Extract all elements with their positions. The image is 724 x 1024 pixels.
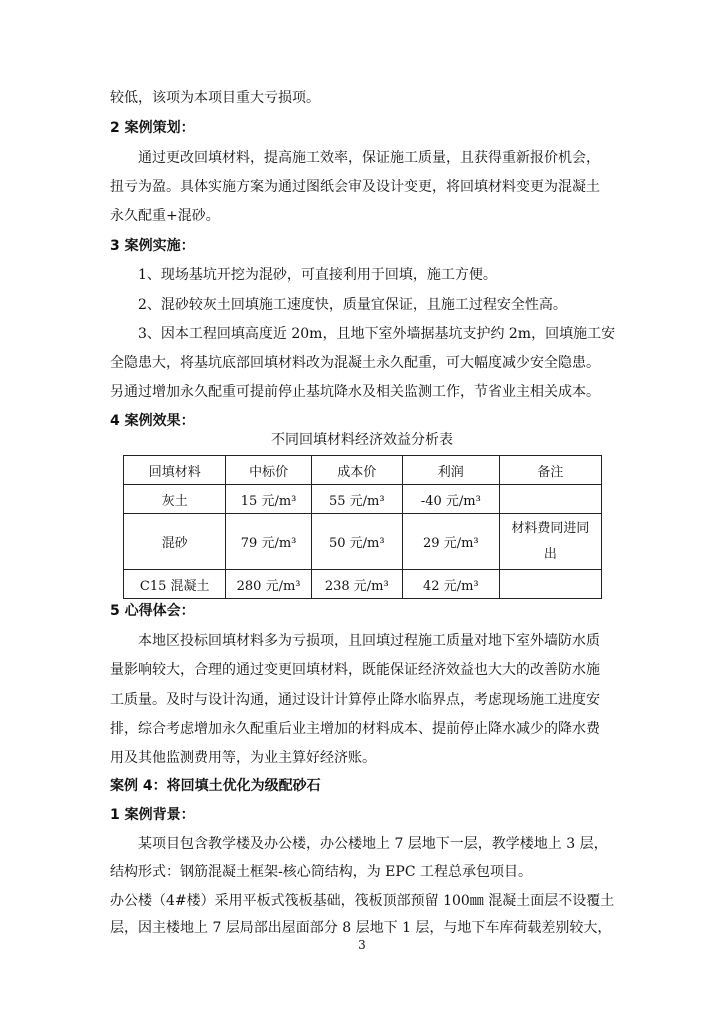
table-row: [124, 485, 602, 514]
page-number: 3: [358, 938, 366, 952]
table-cell: -40 元/m³: [402, 485, 499, 514]
economics-table: [123, 455, 602, 599]
table-cell: 15 元/m³: [226, 485, 311, 514]
case-heading: 案例 4：将回填土优化为级配砂石: [110, 778, 321, 794]
paragraph-line: 另通过增加永久配重可提前停止基坑降水及相关监测工作，节省业主相关成本。: [110, 384, 600, 400]
paragraph-line: 1、现场基坑开挖为混砂，可直接利用于回填，施工方便。: [138, 267, 497, 283]
table-cell: 29 元/m³: [402, 514, 499, 570]
table-cell: 79 元/m³: [226, 514, 311, 570]
table-header-cell: 中标价: [226, 456, 311, 485]
section-heading-4: 4 案例效果：: [110, 413, 195, 429]
section-heading-3: 3 案例实施：: [110, 238, 195, 254]
paragraph-line: 扭亏为盈。具体实施方案为通过图纸会审及设计变更，将回填材料变更为混凝土: [110, 179, 600, 195]
table-cell-remark: 材料费同进同出: [499, 514, 601, 570]
table-cell: 42 元/m³: [402, 570, 499, 599]
table-header-cell: 利润: [402, 456, 499, 485]
table-header-row: [124, 456, 602, 485]
table-row: [124, 570, 602, 599]
paragraph-line: 永久配重+混砂。: [110, 208, 220, 224]
section-heading-2: 2 案例策划：: [110, 120, 195, 136]
table-header-cell: 回填材料: [124, 456, 226, 485]
paragraph-line: 3、因本工程回填高度近 20m，且地下室外墙据基坑支护约 2m，回填施工安: [138, 326, 616, 342]
table-cell: [499, 570, 601, 599]
table-caption: 不同回填材料经济效益分析表: [271, 432, 453, 448]
table-header-cell: 成本价: [311, 456, 402, 485]
paragraph-line: 排，综合考虑增加永久配重后业主增加的材料成本、提前停止降水减少的降水费: [110, 721, 600, 737]
table-cell: [499, 485, 601, 514]
table-cell: C15 混凝土: [124, 570, 226, 599]
paragraph-line: 2、混砂较灰土回填施工速度快，质量宜保证，且施工过程安全性高。: [138, 297, 567, 313]
table-cell: 混砂: [124, 514, 226, 570]
table-row: [124, 514, 602, 570]
paragraph-line: 全隐患大，将基坑底部回填材料改为混凝土永久配重，可大幅度减少安全隐患。: [110, 355, 600, 371]
section-heading-1: 1 案例背景：: [110, 807, 195, 823]
table-cell: 55 元/m³: [311, 485, 402, 514]
paragraph-line: 较低，该项为本项目重大亏损项。: [110, 90, 320, 106]
table-cell: 灰土: [124, 485, 226, 514]
section-heading-5: 5 心得体会：: [110, 603, 195, 619]
paragraph-line: 量影响较大，合理的通过变更回填材料，既能保证经济效益也大大的改善防水施: [110, 662, 600, 678]
table-cell: 50 元/m³: [311, 514, 402, 570]
paragraph-line: 某项目包含教学楼及办公楼，办公楼地上 7 层地下一层，教学楼地上 3 层，: [138, 836, 608, 852]
paragraph-line: 工质量。及时与设计沟通，通过设计计算停止降水临界点，考虑现场施工进度安: [110, 692, 600, 708]
paragraph-line: 用及其他监测费用等，为业主算好经济账。: [110, 750, 376, 766]
paragraph-line: 办公楼（4#楼）采用平板式筏板基础，筏板顶部预留 100㎜ 混凝土面层不设覆土: [110, 893, 615, 909]
paragraph-line: 通过更改回填材料，提高施工效率，保证施工质量，且获得重新报价机会，: [138, 150, 600, 166]
table-cell: 238 元/m³: [311, 570, 402, 599]
paragraph-line: 结构形式：钢筋混凝土框架-核心筒结构，为 EPC 工程总承包项目。: [110, 864, 532, 880]
table-cell: 280 元/m³: [226, 570, 311, 599]
paragraph-line: 本地区投标回填材料多为亏损项，且回填过程施工质量对地下室外墙防水质: [138, 633, 600, 649]
paragraph-line: 层，因主楼地上 7 层局部出屋面部分 8 层地下 1 层，与地下车库荷载差别较大，: [110, 920, 612, 936]
table-header-cell: 备注: [499, 456, 601, 485]
